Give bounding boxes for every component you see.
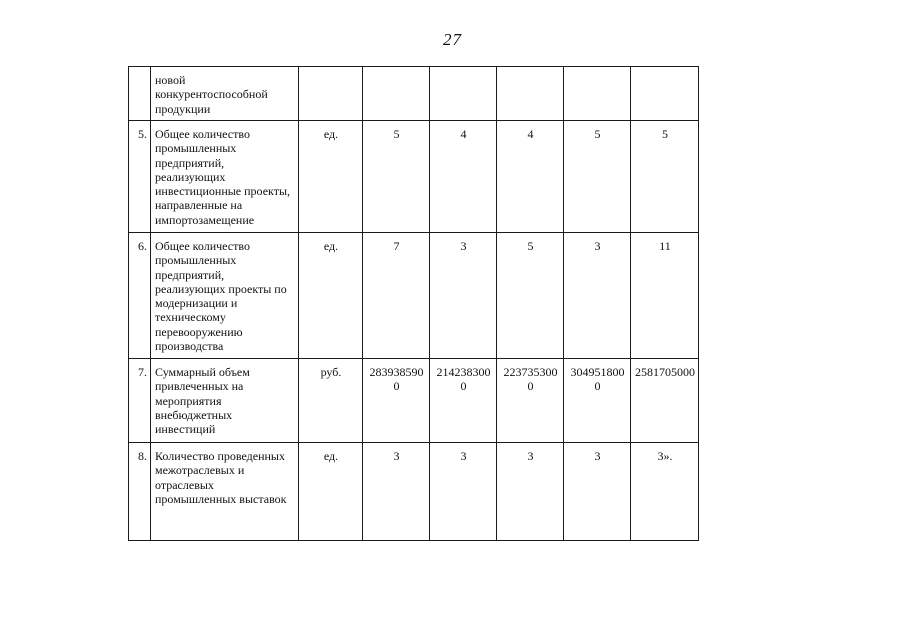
value-cell: 3 [430,233,497,359]
unit-cell: ед. [299,443,363,541]
row-number: 6. [129,233,151,359]
value-cell: 5 [497,233,564,359]
value-cell: 3 [564,233,631,359]
unit-cell: руб. [299,359,363,443]
unit-cell: ед. [299,233,363,359]
value-cell [564,67,631,121]
indicator-name: новой конкурентоспособной продукции [151,67,299,121]
row-number: 8. [129,443,151,541]
value-cell: 2237353000 [497,359,564,443]
table-row [129,359,699,443]
value-cell: 4 [497,121,564,233]
value-cell [631,67,699,121]
value-cell: 2839385900 [363,359,430,443]
indicator-name: Суммарный объем привлеченных на мероприятия внебюджетных инвестиций [151,359,299,443]
value-cell: 2581705000 [631,359,699,443]
table-row [129,233,699,359]
indicator-name: Количество проведенных межотраслевых и отраслевых промышленных выставок [151,443,299,541]
indicator-name: Общее количество промышленных предприятий, реализующих инвестиционные проекты, направленные на импортозамещение [151,121,299,233]
value-cell: 2142383000 [430,359,497,443]
row-number [129,67,151,121]
page-number: 27 [443,30,462,49]
value-cell: 3 [564,443,631,541]
value-cell: 3 [430,443,497,541]
table-body [129,67,699,541]
table-row [129,67,699,121]
value-cell: 11 [631,233,699,359]
table-row [129,121,699,233]
row-number: 7. [129,359,151,443]
indicator-name: Общее количество промышленных предприятий, реализующих проекты по модернизации и техническому перевооружению производства [151,233,299,359]
unit-cell: ед. [299,121,363,233]
value-cell: 5 [564,121,631,233]
value-cell: 4 [430,121,497,233]
value-cell: 5 [631,121,699,233]
unit-cell [299,67,363,121]
value-cell: 3». [631,443,699,541]
value-cell: 5 [363,121,430,233]
value-cell [497,67,564,121]
value-cell: 3 [363,443,430,541]
value-cell: 3 [497,443,564,541]
value-cell: 7 [363,233,430,359]
indicators-table [128,66,699,541]
value-cell [430,67,497,121]
table-row [129,443,699,541]
value-cell: 3049518000 [564,359,631,443]
row-number: 5. [129,121,151,233]
value-cell [363,67,430,121]
